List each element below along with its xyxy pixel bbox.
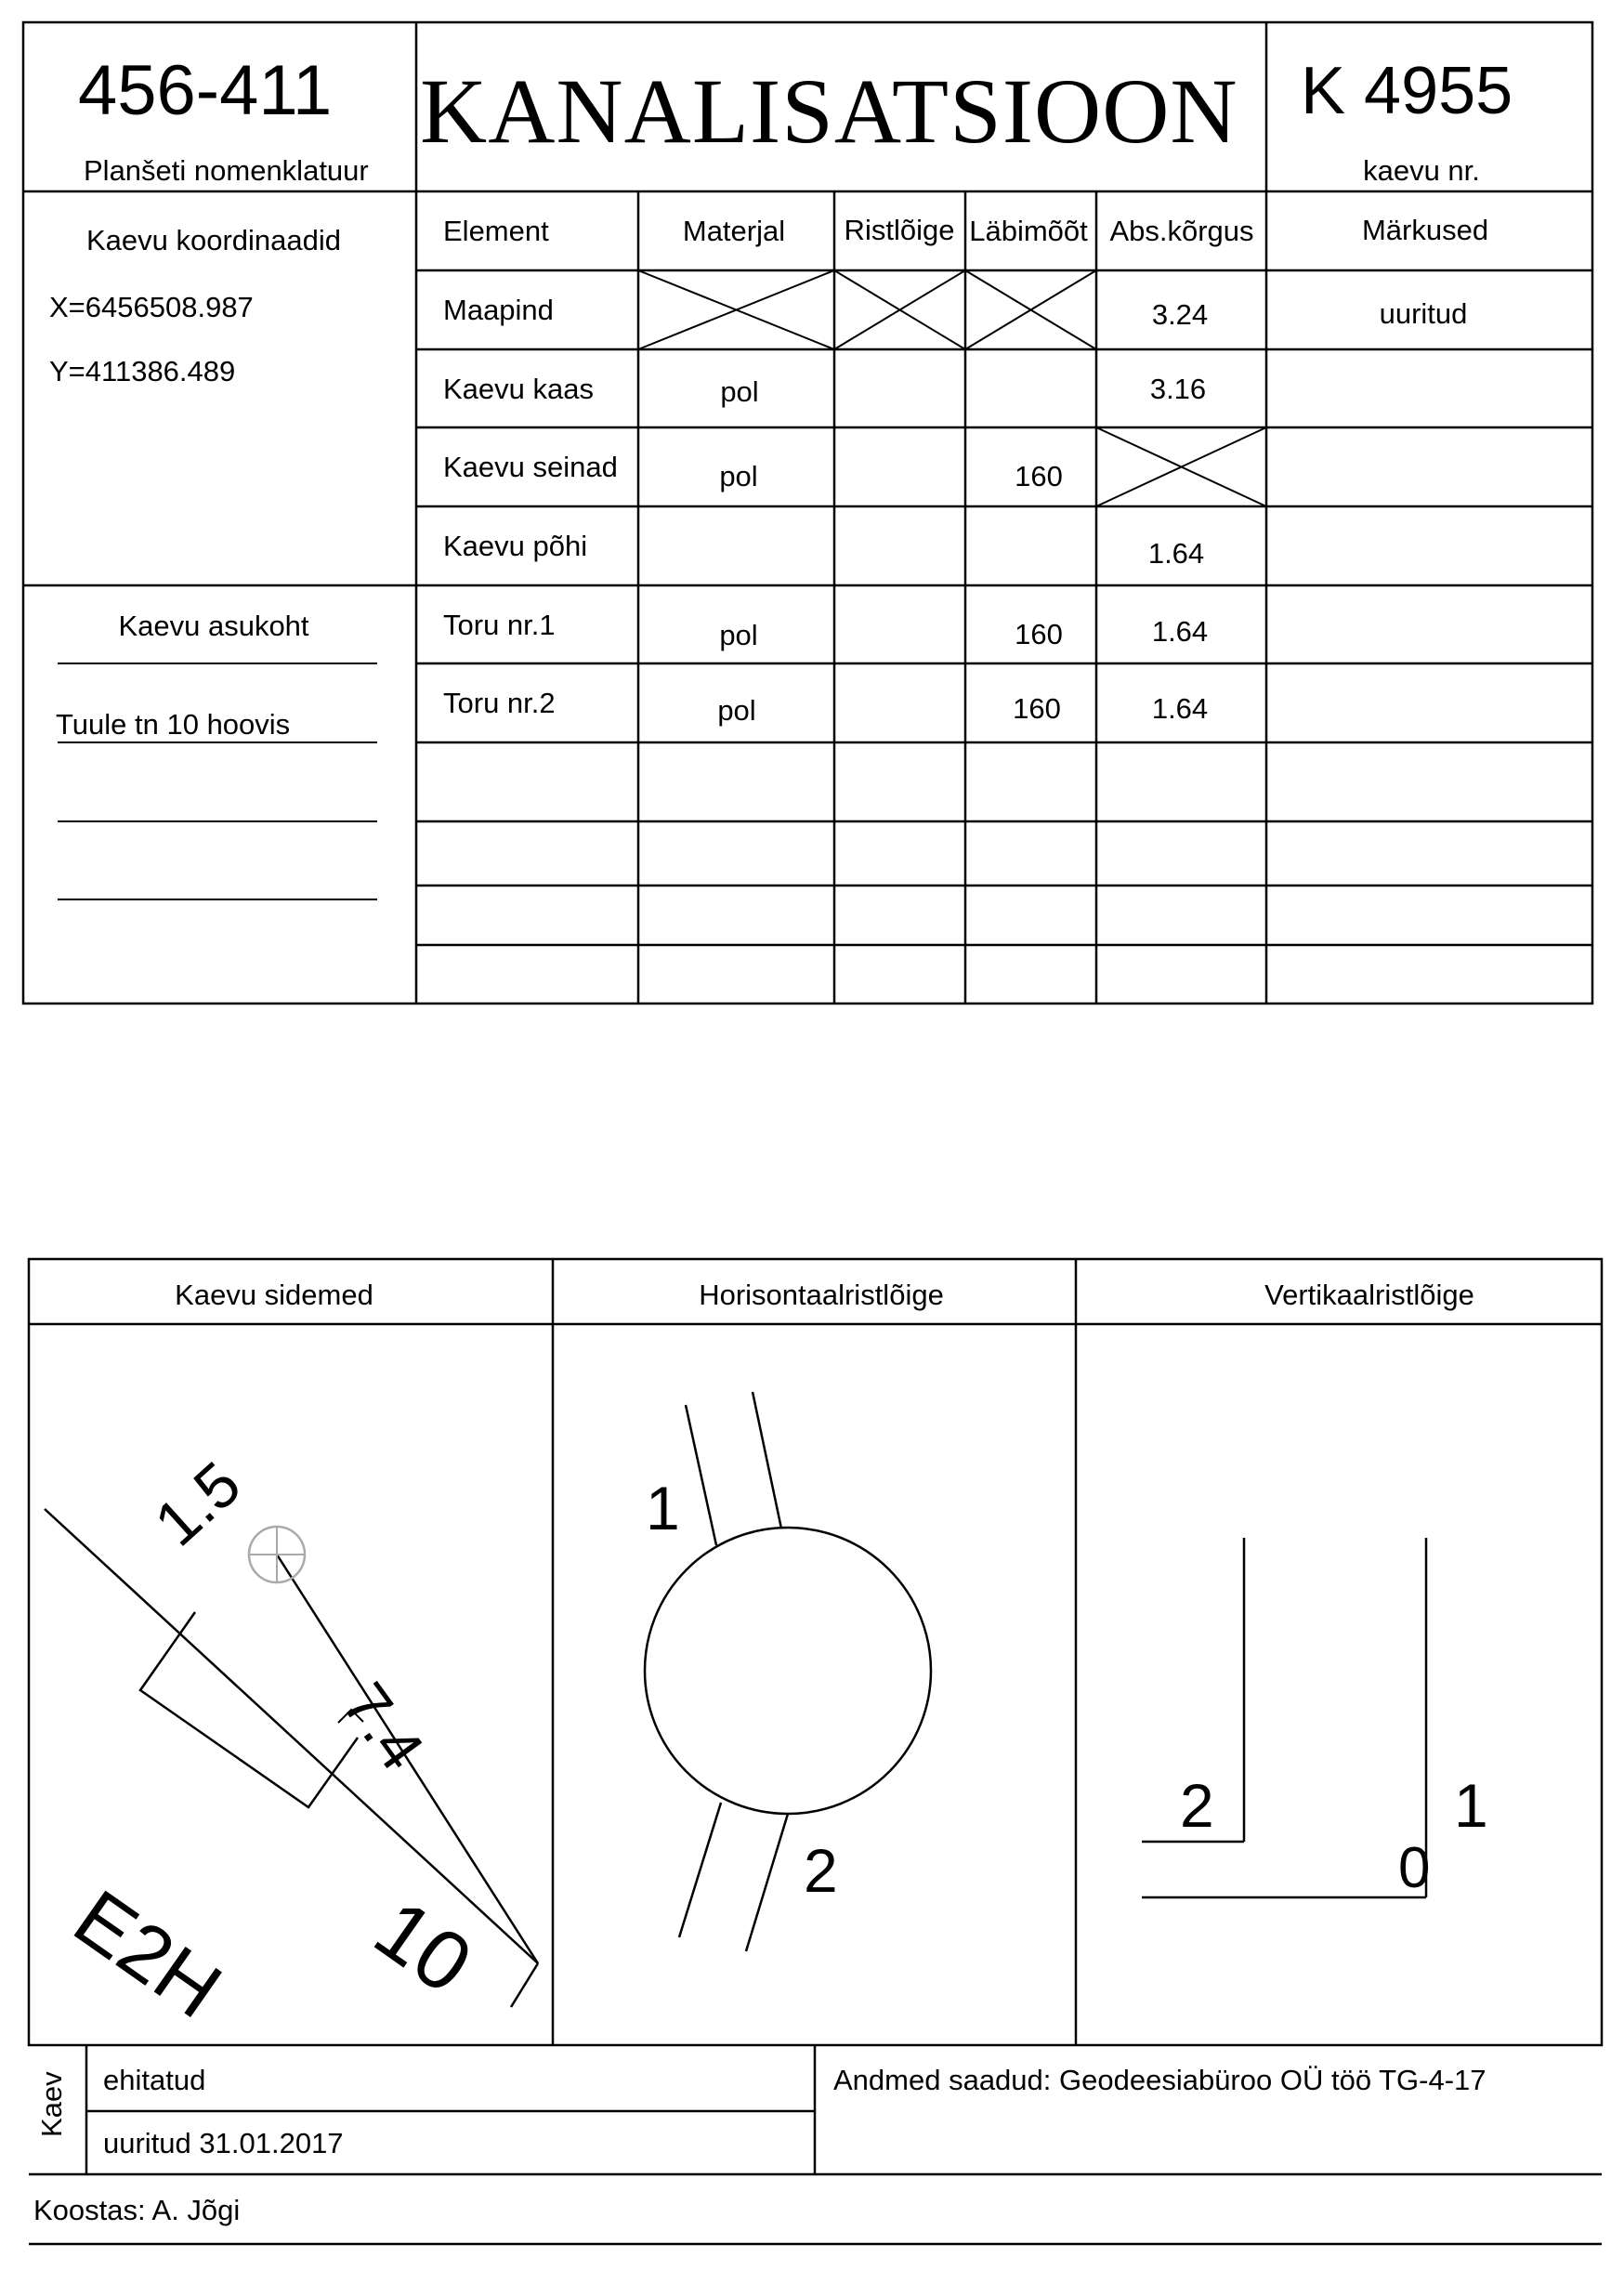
column-header-material: Materjal <box>682 215 786 247</box>
horizontal-section-sketch <box>645 1392 931 1951</box>
table-cell-abs-height: 3.16 <box>1149 373 1207 405</box>
table-cell-abs-height: 1.64 <box>1151 692 1209 725</box>
table-cell-diameter: 160 <box>1015 460 1063 492</box>
tie-dimension-2: 7.4 <box>328 1670 438 1783</box>
vertical-section-sketch <box>1142 1538 1426 1897</box>
footer-surveyed: uuritud 31.01.2017 <box>103 2127 344 2159</box>
page-title: KANALISATSIOON <box>420 59 1238 163</box>
ties-label: Kaevu sidemed <box>175 1279 373 1311</box>
tie-dimension-1: 1.5 <box>141 1448 255 1560</box>
table-cell-material: pol <box>720 375 759 408</box>
table-cell-remarks: uuritud <box>1379 297 1468 330</box>
column-header-element: Element <box>443 215 549 247</box>
nomenclature-label: Planšeti nomenklatuur <box>84 154 369 187</box>
column-header-diameter: Läbimõõt <box>969 215 1088 247</box>
footer-data-source: Andmed saadud: Geodeesiabüroo OÜ töö TG-4-17 <box>833 2064 1486 2096</box>
footer-author: Koostas: A. Jõgi <box>33 2194 241 2226</box>
table-cell-element: Kaevu kaas <box>443 373 594 405</box>
house-number: 10 <box>358 1882 488 2013</box>
table-cell-diameter: 160 <box>1015 618 1063 650</box>
well-number: K 4955 <box>1301 54 1513 128</box>
table-cell-abs-height: 1.64 <box>1151 615 1209 648</box>
table-cell-material: pol <box>717 694 756 727</box>
horizontal-section-label: Horisontaalristlõige <box>699 1279 944 1311</box>
table-cell-diameter: 160 <box>1013 692 1061 725</box>
vertical-pipe-1-label: 1 <box>1454 1771 1488 1840</box>
well-circle <box>645 1528 931 1814</box>
table-cell-element: Maapind <box>443 294 554 326</box>
table-cell-element: Kaevu põhi <box>443 530 588 562</box>
location-value: Tuule tn 10 hoovis <box>56 708 291 741</box>
vertical-zero-label: 0 <box>1398 1836 1431 1900</box>
column-header-abs-height: Abs.kõrgus <box>1109 215 1254 247</box>
table-cell-abs-height: 3.24 <box>1151 298 1209 331</box>
table-cell-element: Toru nr.1 <box>443 609 556 641</box>
table-cell-element: Kaevu seinad <box>443 451 618 483</box>
well-number-label: kaevu nr. <box>1363 154 1480 187</box>
nomenclature: 456-411 <box>78 51 333 130</box>
coordinate-y: Y=411386.489 <box>49 355 236 387</box>
column-header-remarks: Märkused <box>1361 214 1489 246</box>
horizontal-pipe-1-label: 1 <box>646 1474 680 1542</box>
footer-side-label: Kaev <box>35 2071 68 2137</box>
coordinate-x: X=6456508.987 <box>49 291 254 323</box>
table-cell-element: Toru nr.2 <box>443 687 556 719</box>
table-cell-material: pol <box>719 619 758 651</box>
table-cell-material: pol <box>719 460 758 492</box>
vertical-section-label: Vertikaalristlõige <box>1264 1279 1474 1311</box>
horizontal-pipe-2-label: 2 <box>804 1836 838 1905</box>
vertical-pipe-2-label: 2 <box>1180 1771 1214 1840</box>
building-label: E2H <box>58 1872 237 2036</box>
sketch-border <box>29 1259 1602 2045</box>
column-header-cross-section: Ristlõige <box>844 214 955 246</box>
footer-built: ehitatud <box>103 2064 206 2096</box>
location-label: Kaevu asukoht <box>118 610 309 642</box>
coordinates-label: Kaevu koordinaadid <box>85 224 342 256</box>
table-cell-abs-height: 1.64 <box>1147 537 1205 570</box>
